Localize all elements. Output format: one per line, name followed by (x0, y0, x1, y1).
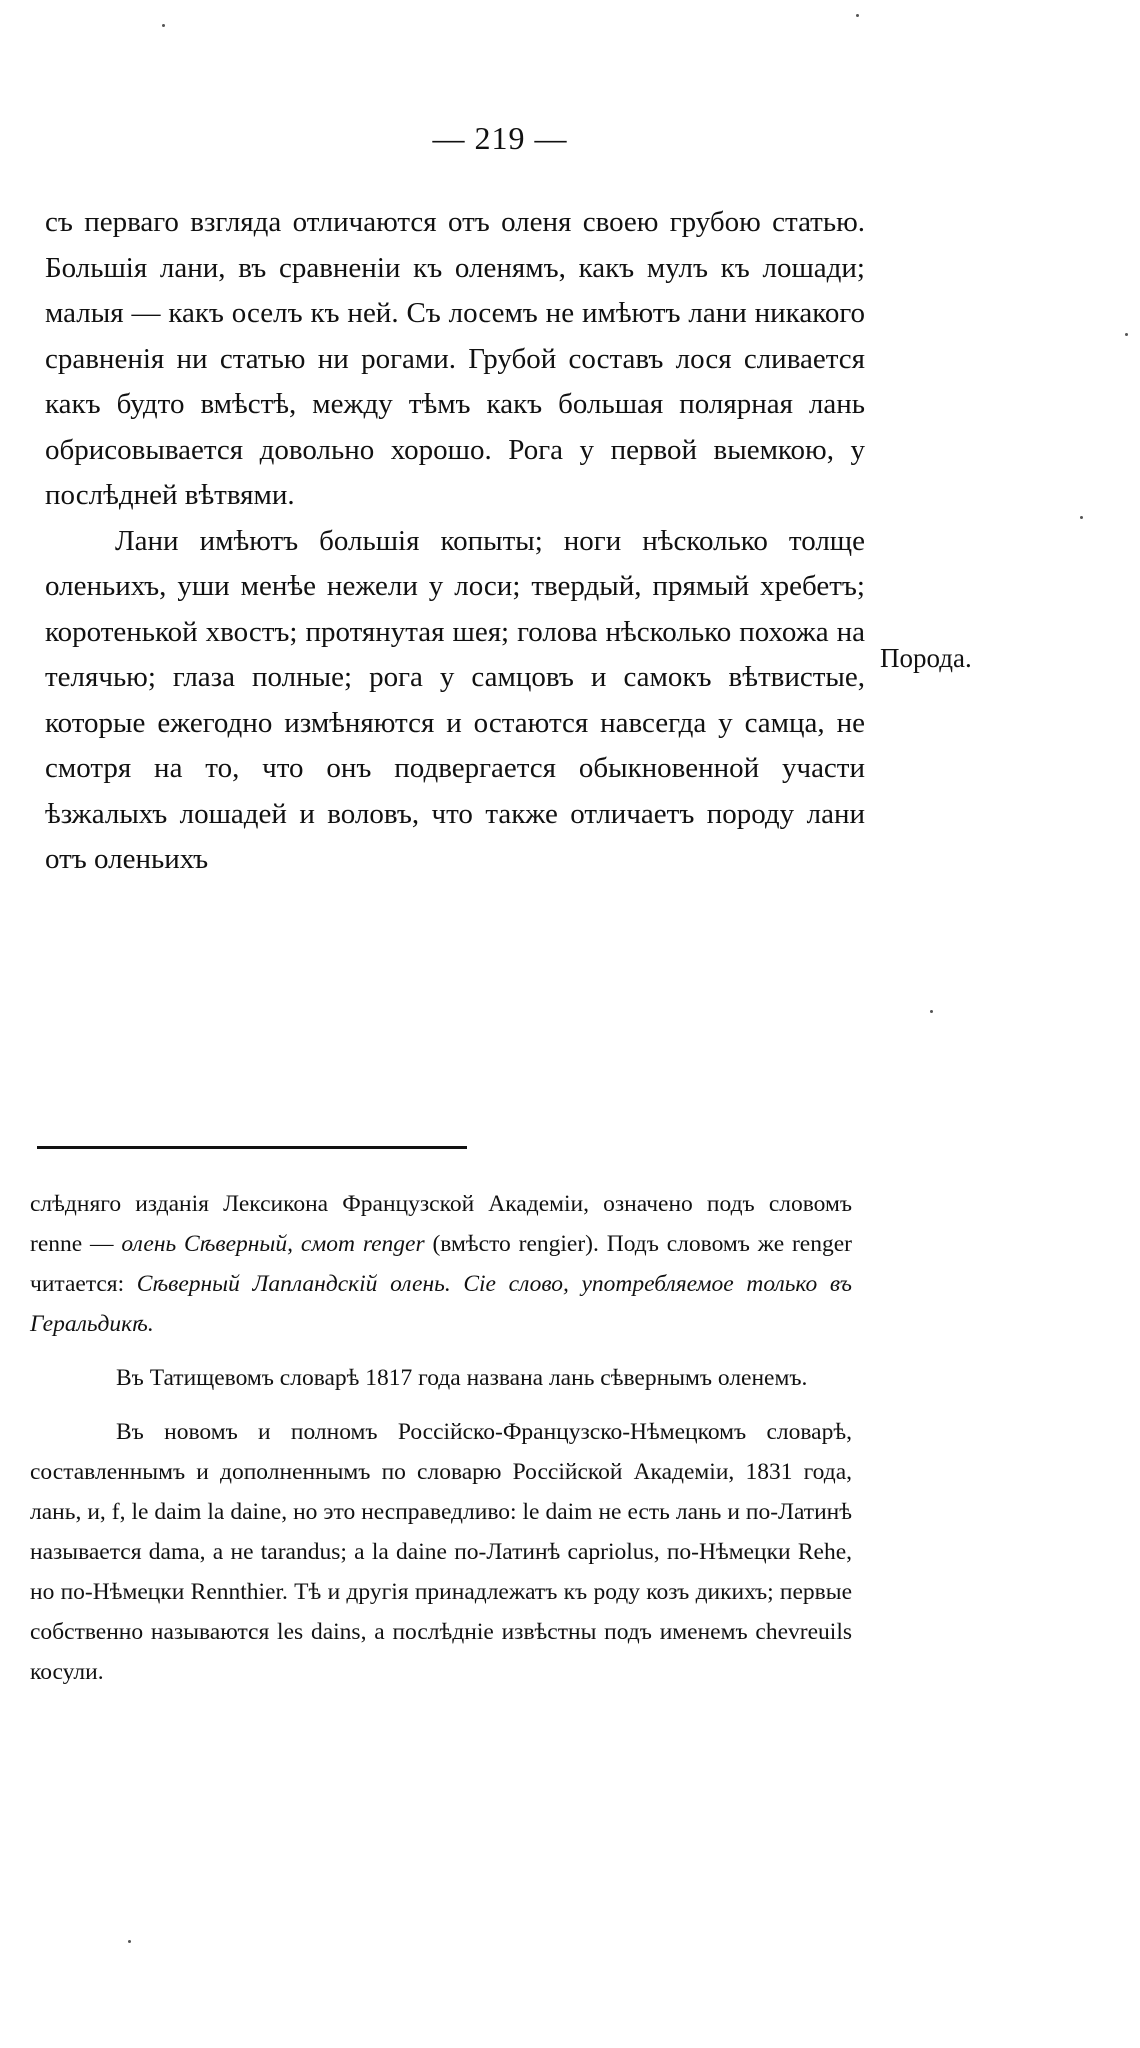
main-paragraph: съ перваго взгляда отличаются отъ оленя своею грубою статью. Большія лани, въ сравненіи къ оленямъ, какъ мулъ къ лошади; малыя — какъ оселъ къ ней. Съ лосемъ не имѣютъ лани никакого сравненія ни статью ни рогами. Грубой составъ лося сливается какъ будто вмѣстѣ, между тѣмъ какъ большая полярная лань обрисовывается довольно хорошо. Рога у первой выемкою, у послѣдней вѣтвями. (45, 206, 865, 511)
footnote-text: (вмѣсто rengier). Подъ словомъ же renger читается: (30, 1231, 852, 1297)
footnote: Въ Татищевомъ словарѣ 1817 года названа лань сѣвернымъ оленемъ. (116, 1365, 808, 1391)
paper-speck (128, 1940, 131, 1943)
page-number: — 219 — (432, 120, 568, 156)
main-text (45, 200, 865, 883)
footnote-divider (37, 1146, 467, 1149)
footnote-text: слѣдняго изданія Лексикона Французской Академіи, означено подъ словомъ renne — (30, 1191, 852, 1257)
paper-speck (1125, 333, 1128, 336)
main-paragraph: Лани имѣютъ большія копыты; ноги нѣсколько толще оленьихъ, уши менѣе нежели у лоси; твердый, прямый хребетъ; коротенькой хвостъ; протянутая шея; голова нѣсколько похожа на телячью; глаза полные; рога у самцовъ и самокъ вѣтвистые, которые ежегодно измѣняются и остаются навсегда у самца, не смотря на то, что онъ подвергается обыкновенной участи ѣзжалыхъ лошадей и воловъ, что также отличаетъ породу лани отъ оленьихъ (45, 524, 865, 875)
paper-speck (856, 14, 859, 17)
footnote-italic: Сѣверный Лапландскій олень. Сіе слово, употребляемое только въ Геральдикѣ. (30, 1271, 852, 1337)
margin-note: Порода. (880, 643, 972, 673)
footnote-continuation (30, 1184, 852, 1344)
paper-speck (162, 24, 165, 27)
footnote: Въ новомъ и полномъ Россійско-Французско-Нѣмецкомъ словарѣ, составленнымъ и дополненнымъ по словарю Россійской Академіи, 1831 года, лань, и, f, le daim la daine, но это несправедливо: le daim не есть лань и по-Латинѣ называется dama, а не tarandus; a la daine по-Латинѣ capriolus, по-Нѣмецки Rehe, но по-Нѣмецки Rennthier. Тѣ и другія принадлежатъ къ роду козъ дикихъ; первые собственно называются les dains, а послѣдніе извѣстны подъ именемъ chevreuils косули. (30, 1419, 852, 1685)
paper-speck (930, 1010, 933, 1013)
paper-speck (1080, 516, 1083, 519)
footnotes (30, 1184, 852, 1692)
footnote-italic: олень Сѣверный, смот renger (121, 1231, 425, 1257)
